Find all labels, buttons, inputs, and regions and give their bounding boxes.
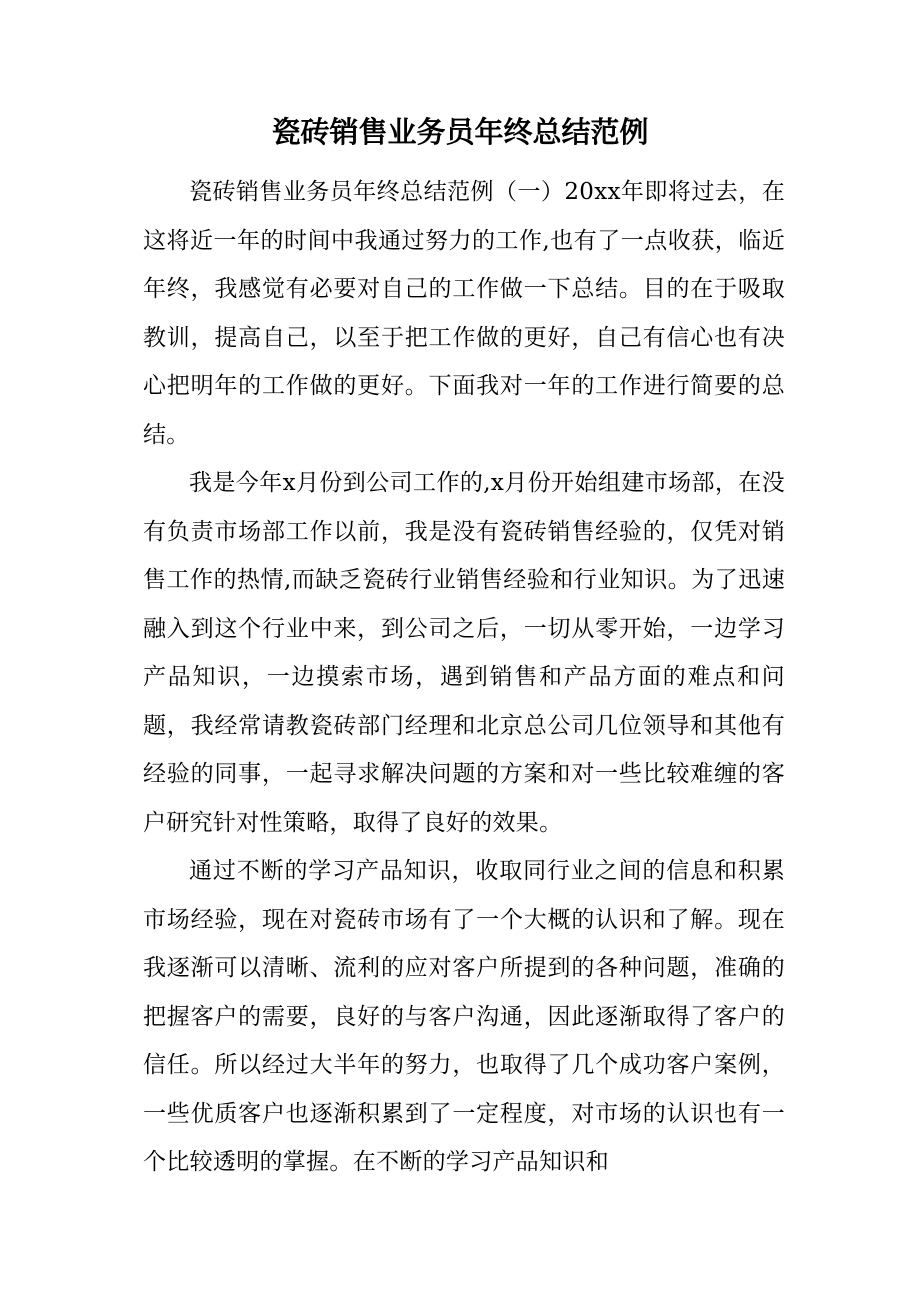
paragraph-2: 我是今年x月份到公司工作的,x月份开始组建市场部，在没有负责市场部工作以前，我是没有瓷砖销售经验的，仅凭对销售工作的热情,而缺乏瓷砖行业销售经验和行业知识。为了迅速融入到这个行业中来，到公司之后，一切从零开始，一边学习产品知识，一边摸索市场，遇到销售和产品方面的难点和问题，我经常请教瓷砖部门经理和北京总公司几位领导和其他有经验的同事，一起寻求解决问题的方案和对一些比较难缠的客户研究针对性策略，取得了良好的效果。 [143,470,785,836]
document-body [143,168,785,1187]
paragraph-3: 通过不断的学习产品知识，收取同行业之间的信息和积累市场经验，现在对瓷砖市场有了一个大概的认识和了解。现在我逐渐可以清晰、流利的应对客户所提到的各种问题，准确的把握客户的需要，良好的与客户沟通，因此逐渐取得了客户的信任。所以经过大半年的努力，也取得了几个成功客户案例，一些优质客户也逐渐积累到了一定程度，对市场的认识也有一个比较透明的掌握。在不断的学习产品知识和 [143,858,785,1175]
document-title: 瓷砖销售业务员年终总结范例 [271,115,649,149]
paragraph-1: 瓷砖销售业务员年终总结范例（一）20xx年即将过去，在这将近一年的时间中我通过努力的工作,也有了一点收获，临近年终，我感觉有必要对自己的工作做一下总结。目的在于吸取教训，提高自己，以至于把工作做的更好，自己有信心也有决心把明年的工作做的更好。下面我对一年的工作进行简要的总结。 [143,179,785,448]
